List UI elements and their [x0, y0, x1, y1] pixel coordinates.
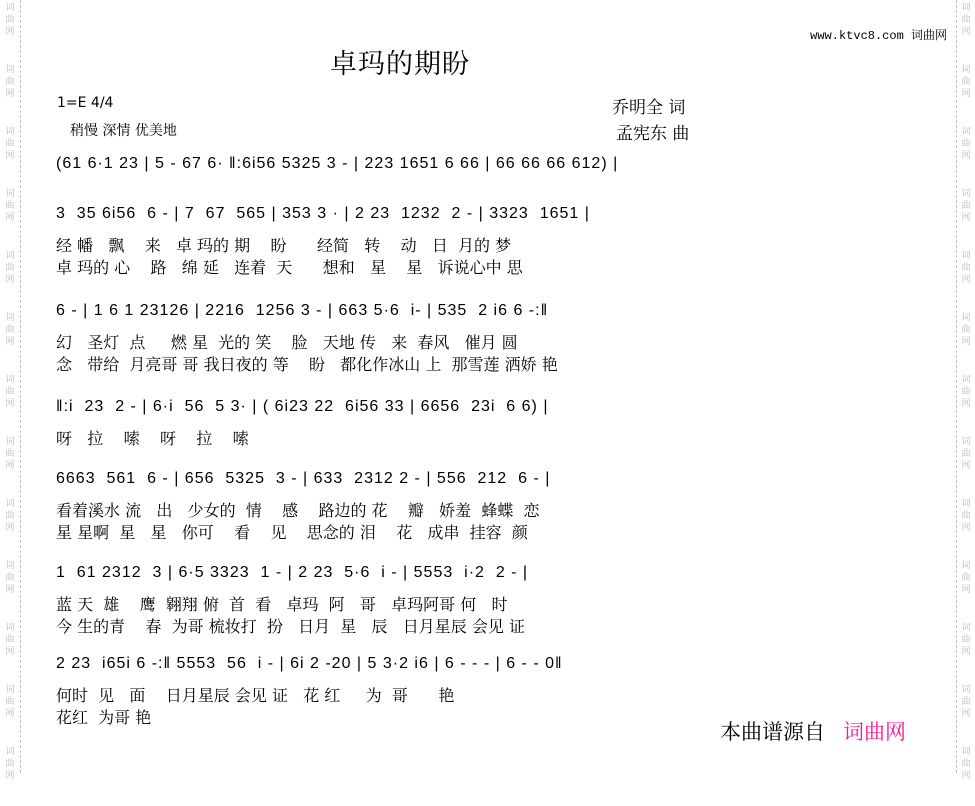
side-watermark-char: 曲	[961, 449, 971, 459]
side-watermark-char: 曲	[961, 697, 971, 707]
side-watermark-char: 词	[961, 189, 971, 199]
side-watermark-char: 词	[5, 3, 15, 13]
side-watermark	[957, 0, 975, 62]
side-watermark-char: 曲	[5, 697, 15, 707]
side-watermark	[957, 682, 975, 744]
side-watermark	[957, 496, 975, 558]
song-title: 卓玛的期盼	[330, 49, 470, 80]
lyrics-verse-1: 经 幡 飘 来 卓 玛的 期 盼 经简 转 动 日 月的 梦	[56, 236, 512, 255]
side-watermark-char: 曲	[961, 263, 971, 273]
side-watermark-char: 网	[961, 709, 971, 719]
side-watermark-char: 词	[5, 127, 15, 137]
side-watermark	[0, 248, 20, 310]
notation-line: 6 - | 1 6 1 23126 | 2216 1256 3 - | 663 5·6 i- | 535 2 i6 6 -:‖	[56, 302, 549, 319]
lyrics-verse-1: 蓝 天 雄 鹰 翱翔 俯 首 看 卓玛 阿 哥 卓玛阿哥 何 时	[56, 595, 508, 614]
notation-line: (61 6·1 23 | 5 - 67 6· ‖:6i56 5325 3 - | 223 1651 6 66 | 66 66 66 612) |	[56, 155, 619, 172]
source-footer	[720, 716, 906, 746]
side-watermark-char: 曲	[5, 15, 15, 25]
side-watermark	[0, 496, 20, 558]
side-watermark-char: 词	[5, 189, 15, 199]
side-watermark	[0, 372, 20, 434]
side-watermark-char: 网	[5, 151, 15, 161]
side-watermark	[957, 434, 975, 496]
tempo-expression: 稍慢 深情 优美地	[70, 123, 177, 139]
side-watermark-char: 网	[5, 399, 15, 409]
score-row-5	[56, 470, 736, 544]
notation-line: 3 35 6i56 6 - | 7 67 565 | 353 3 · | 2 23 1232 2 - | 3323 1651 |	[56, 205, 590, 222]
lyrics-verse-2: 花红 为哥 艳	[56, 708, 152, 727]
side-watermark-char: 曲	[5, 387, 15, 397]
site-url: www.ktvc8.com	[810, 29, 904, 43]
composer-credit: 孟宪东 曲	[616, 124, 690, 144]
side-watermark	[957, 558, 975, 620]
side-watermark-char: 词	[5, 623, 15, 633]
side-watermark-char: 曲	[5, 511, 15, 521]
right-watermark-strip	[956, 0, 975, 781]
side-watermark-char: 曲	[5, 325, 15, 335]
side-watermark-char: 曲	[5, 201, 15, 211]
key-time-signature: 1=E 4/4	[57, 95, 114, 111]
side-watermark	[957, 248, 975, 310]
side-watermark-char: 曲	[961, 511, 971, 521]
side-watermark-char: 网	[961, 647, 971, 657]
side-watermark-char: 曲	[961, 573, 971, 583]
side-watermark-char: 词	[5, 313, 15, 323]
side-watermark-char: 网	[961, 89, 971, 99]
side-watermark-char: 曲	[5, 759, 15, 769]
side-watermark-char: 词	[5, 375, 15, 385]
side-watermark-char: 词	[5, 685, 15, 695]
score-row-2	[56, 205, 736, 279]
side-watermark-char: 曲	[5, 139, 15, 149]
lyrics-verse-2: 念 带给 月亮哥 哥 我日夜的 等 盼 都化作冰山 上 那雪莲 洒娇 艳	[56, 355, 558, 374]
score-row-3	[56, 302, 736, 376]
lyrics-verse-1: 呀 拉 嗦 呀 拉 嗦	[56, 429, 249, 448]
side-watermark-char: 词	[5, 65, 15, 75]
side-watermark-char: 网	[5, 89, 15, 99]
score-row-1	[56, 155, 736, 185]
side-watermark-char: 词	[961, 437, 971, 447]
side-watermark-char: 曲	[961, 635, 971, 645]
side-watermark	[0, 186, 20, 248]
lyrics-verse-2: 今 生的青 春 为哥 梳妆打 扮 日月 星 辰 日月星辰 会见 证	[56, 617, 525, 636]
site-name: 词曲网	[910, 28, 947, 42]
lyrics-verse-1: 幻 圣灯 点 燃 星 光的 笑 脸 天地 传 来 春风 催月 圆	[56, 333, 518, 352]
side-watermark-char: 曲	[5, 77, 15, 87]
notation-line: 1 61 2312 3 | 6·5 3323 1 - | 2 23 5·6 i - | 5553 i·2 2 - |	[56, 564, 529, 581]
side-watermark-char: 网	[961, 585, 971, 595]
side-watermark-char: 网	[5, 771, 15, 781]
side-watermark-char: 网	[5, 523, 15, 533]
notation-line: ‖:i 23 2 - | 6·i 56 5 3· | ( 6i23 22 6i56 33 | 6656 23i 6 6) |	[56, 398, 549, 415]
source-brand-link[interactable]: 词曲网	[843, 720, 906, 744]
side-watermark-char: 词	[961, 3, 971, 13]
side-watermark-char: 曲	[961, 325, 971, 335]
side-watermark	[0, 0, 20, 62]
side-watermark-char: 词	[5, 747, 15, 757]
score-row-7	[56, 655, 736, 729]
side-watermark-char: 曲	[961, 15, 971, 25]
side-watermark	[957, 62, 975, 124]
side-watermark	[957, 186, 975, 248]
side-watermark-char: 词	[961, 685, 971, 695]
side-watermark-char: 网	[961, 461, 971, 471]
side-watermark-char: 曲	[961, 759, 971, 769]
side-watermark	[957, 372, 975, 434]
side-watermark	[957, 124, 975, 186]
side-watermark	[0, 310, 20, 372]
side-watermark-char: 网	[5, 647, 15, 657]
side-watermark-char: 词	[961, 375, 971, 385]
side-watermark-char: 网	[5, 461, 15, 471]
side-watermark-char: 曲	[5, 635, 15, 645]
side-watermark-char: 网	[961, 151, 971, 161]
side-watermark-char: 词	[961, 499, 971, 509]
side-watermark-char: 网	[961, 337, 971, 347]
left-watermark-strip	[0, 0, 21, 781]
side-watermark-char: 词	[961, 313, 971, 323]
lyrics-verse-1: 何时 见 面 日月星辰 会见 证 花 红 为 哥 艳	[56, 686, 455, 705]
notation-line: 2 23 i65i 6 -:‖ 5553 56 i - | 6i 2 -20 | 5 3·2 i6 | 6 - - - | 6 - - 0‖	[56, 655, 563, 672]
side-watermark-char: 网	[961, 771, 971, 781]
side-watermark	[0, 62, 20, 124]
side-watermark-char: 词	[961, 561, 971, 571]
lyrics-verse-1: 看着溪水 流 出 少女的 情 感 路边的 花 瓣 娇羞 蜂蝶 恋	[56, 501, 540, 520]
side-watermark-char: 词	[5, 251, 15, 261]
side-watermark-char: 曲	[961, 387, 971, 397]
side-watermark-char: 曲	[961, 77, 971, 87]
side-watermark-char: 网	[961, 213, 971, 223]
side-watermark-char: 曲	[961, 139, 971, 149]
side-watermark-char: 网	[961, 275, 971, 285]
side-watermark	[0, 558, 20, 620]
side-watermark-char: 词	[5, 437, 15, 447]
notation-line: 6663 561 6 - | 656 5325 3 - | 633 2312 2 - | 556 212 6 - |	[56, 470, 551, 487]
score-row-4	[56, 398, 736, 450]
side-watermark-char: 网	[5, 709, 15, 719]
side-watermark-char: 网	[961, 523, 971, 533]
lyricist-credit: 乔明全 词	[612, 98, 686, 118]
side-watermark	[0, 744, 20, 806]
side-watermark-char: 网	[5, 585, 15, 595]
side-watermark-char: 词	[961, 65, 971, 75]
side-watermark-char: 网	[5, 27, 15, 37]
source-label: 本曲谱源自	[720, 720, 825, 744]
side-watermark-char: 词	[5, 499, 15, 509]
side-watermark-char: 曲	[5, 449, 15, 459]
side-watermark	[957, 620, 975, 682]
side-watermark-char: 曲	[5, 263, 15, 273]
lyrics-verse-2: 卓 玛的 心 路 绵 延 连着 天 想和 星 星 诉说心中 思	[56, 258, 523, 277]
side-watermark-char: 网	[961, 399, 971, 409]
side-watermark	[957, 310, 975, 372]
side-watermark-char: 网	[5, 275, 15, 285]
site-watermark	[810, 26, 947, 43]
side-watermark-char: 词	[961, 127, 971, 137]
score-row-6	[56, 564, 736, 638]
lyrics-verse-2: 星 星啊 星 星 你可 看 见 思念的 泪 花 成串 挂容 颜	[56, 523, 528, 542]
side-watermark-char: 词	[5, 561, 15, 571]
side-watermark-char: 网	[961, 27, 971, 37]
side-watermark-char: 曲	[961, 201, 971, 211]
side-watermark	[0, 682, 20, 744]
side-watermark-char: 词	[961, 251, 971, 261]
side-watermark	[0, 620, 20, 682]
side-watermark-char: 词	[961, 623, 971, 633]
side-watermark	[0, 434, 20, 496]
side-watermark-char: 曲	[5, 573, 15, 583]
side-watermark-char: 词	[961, 747, 971, 757]
side-watermark-char: 网	[5, 213, 15, 223]
side-watermark-char: 网	[5, 337, 15, 347]
side-watermark	[957, 744, 975, 806]
side-watermark	[0, 124, 20, 186]
